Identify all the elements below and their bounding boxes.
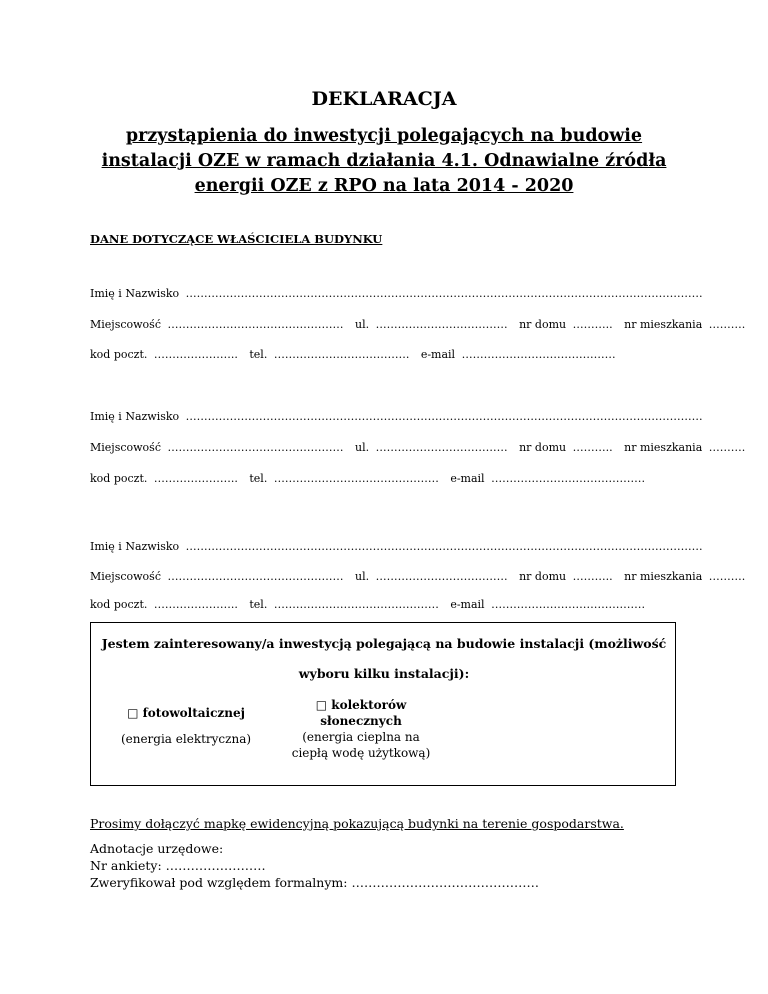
option-solar-collectors[interactable]: [281, 697, 441, 761]
photovoltaic-description: (energia elektryczna): [120, 732, 252, 746]
owner-1-name-row: [90, 287, 703, 300]
name-label: Imię i Nazwisko: [90, 287, 180, 300]
email-label: e-mail: [450, 598, 485, 611]
street-field[interactable]: ………………………………: [375, 318, 508, 331]
verified-by-label: Zweryfikował pod względem formalnym:: [90, 875, 348, 890]
flat-number-label: nr mieszkania: [624, 441, 703, 454]
city-field[interactable]: …………………………………………: [167, 570, 344, 583]
name-label: Imię i Nazwisko: [90, 540, 180, 553]
house-number-field[interactable]: ………..: [572, 570, 613, 583]
street-field[interactable]: ………………………………: [375, 441, 508, 454]
official-annotations-heading: Adnotacje urzędowe:: [90, 841, 224, 856]
owner-1-address-row: [90, 318, 746, 331]
street-label: ul.: [354, 570, 370, 583]
flat-number-field[interactable]: ……….: [708, 318, 746, 331]
name-field[interactable]: ……………………………………………………………………………………………………………………………: [185, 410, 703, 423]
house-number-label: nr domu: [519, 318, 567, 331]
owner-section-heading: DANE DOTYCZĄCE WŁAŚCICIELA BUDYNKU: [90, 232, 383, 246]
solar-collectors-description-line-1: (energia cieplna na: [302, 730, 420, 744]
name-field[interactable]: ……………………………………………………………………………………………………………………………: [185, 540, 703, 553]
owner-3-address-row: [90, 570, 746, 583]
house-number-field[interactable]: ………..: [572, 441, 613, 454]
installation-choice-heading: [91, 629, 677, 689]
zip-label: kod poczt.: [90, 472, 148, 485]
phone-label: tel.: [249, 598, 268, 611]
survey-number-row: [90, 857, 539, 874]
solar-collectors-description-line-2: ciepłą wodę użytkową): [291, 746, 431, 760]
document-subtitle: przystąpienia do inwestycji polegających na budowie instalacji OZE w ramach działania 4.1. Odnawialne źródła energii OZE z RPO na lata 2014 - 2020: [101, 126, 667, 196]
heading-line-2: wyboru kilku instalacji):: [298, 666, 470, 681]
email-label: e-mail: [450, 472, 485, 485]
photovoltaic-checkbox[interactable]: □: [127, 706, 139, 720]
city-field[interactable]: …………………………………………: [167, 441, 344, 454]
name-field[interactable]: ……………………………………………………………………………………………………………………………: [185, 287, 703, 300]
verified-by-field[interactable]: ………………………………………: [351, 875, 539, 890]
zip-field[interactable]: …………………..: [153, 598, 238, 611]
email-label: e-mail: [420, 348, 456, 361]
city-label: Miejscowość: [90, 441, 161, 454]
map-attachment-note: Prosimy dołączyć mapkę ewidencyjną pokazującą budynki na terenie gospodarstwa.: [90, 816, 624, 831]
email-field[interactable]: ……………………………………: [461, 348, 616, 361]
phone-label: tel.: [249, 472, 268, 485]
owner-2-name-row: [90, 410, 703, 423]
phone-field[interactable]: ………………………………………: [273, 598, 439, 611]
survey-number-label: Nr ankiety:: [90, 858, 162, 873]
heading-line-1: Jestem zainteresowany/a inwestycją polegającą na budowie instalacji (możliwość: [101, 636, 667, 651]
zip-label: kod poczt.: [90, 348, 148, 361]
phone-field[interactable]: ………………………………………: [273, 472, 439, 485]
street-label: ul.: [354, 441, 370, 454]
zip-field[interactable]: …………………..: [153, 348, 238, 361]
zip-field[interactable]: …………………..: [153, 472, 238, 485]
city-label: Miejscowość: [90, 570, 161, 583]
survey-number-field[interactable]: ……………………: [165, 858, 266, 873]
solar-collectors-label-line-2: słonecznych: [320, 714, 402, 728]
street-label: ul.: [354, 318, 370, 331]
flat-number-field[interactable]: ……….: [708, 441, 746, 454]
verified-by-row: [90, 874, 539, 891]
owner-3-name-row: [90, 540, 703, 553]
house-number-label: nr domu: [519, 441, 567, 454]
owner-2-contact-row: [90, 472, 690, 485]
flat-number-field[interactable]: ……….: [708, 570, 746, 583]
email-field[interactable]: ……………………………………: [491, 472, 646, 485]
name-label: Imię i Nazwisko: [90, 410, 180, 423]
official-annotations: [90, 840, 539, 891]
street-field[interactable]: ………………………………: [375, 570, 508, 583]
phone-label: tel.: [249, 348, 268, 361]
flat-number-label: nr mieszkania: [624, 318, 703, 331]
city-label: Miejscowość: [90, 318, 161, 331]
zip-label: kod poczt.: [90, 598, 148, 611]
house-number-label: nr domu: [519, 570, 567, 583]
document-title: DEKLARACJA: [311, 88, 457, 110]
city-field[interactable]: …………………………………………: [167, 318, 344, 331]
photovoltaic-label: fotowoltaicznej: [142, 706, 245, 720]
solar-collectors-checkbox[interactable]: □: [315, 698, 328, 712]
owner-3-contact-row: [90, 598, 690, 611]
option-photovoltaic[interactable]: [101, 705, 271, 747]
house-number-field[interactable]: ………..: [572, 318, 613, 331]
flat-number-label: nr mieszkania: [624, 570, 703, 583]
installation-choice-box: [90, 622, 676, 786]
owner-1-contact-row: [90, 348, 690, 361]
owner-2-address-row: [90, 441, 746, 454]
email-field[interactable]: ……………………………………: [491, 598, 646, 611]
phone-field[interactable]: ……………………………….: [273, 348, 410, 361]
solar-collectors-label-line-1: kolektorów: [331, 698, 407, 712]
